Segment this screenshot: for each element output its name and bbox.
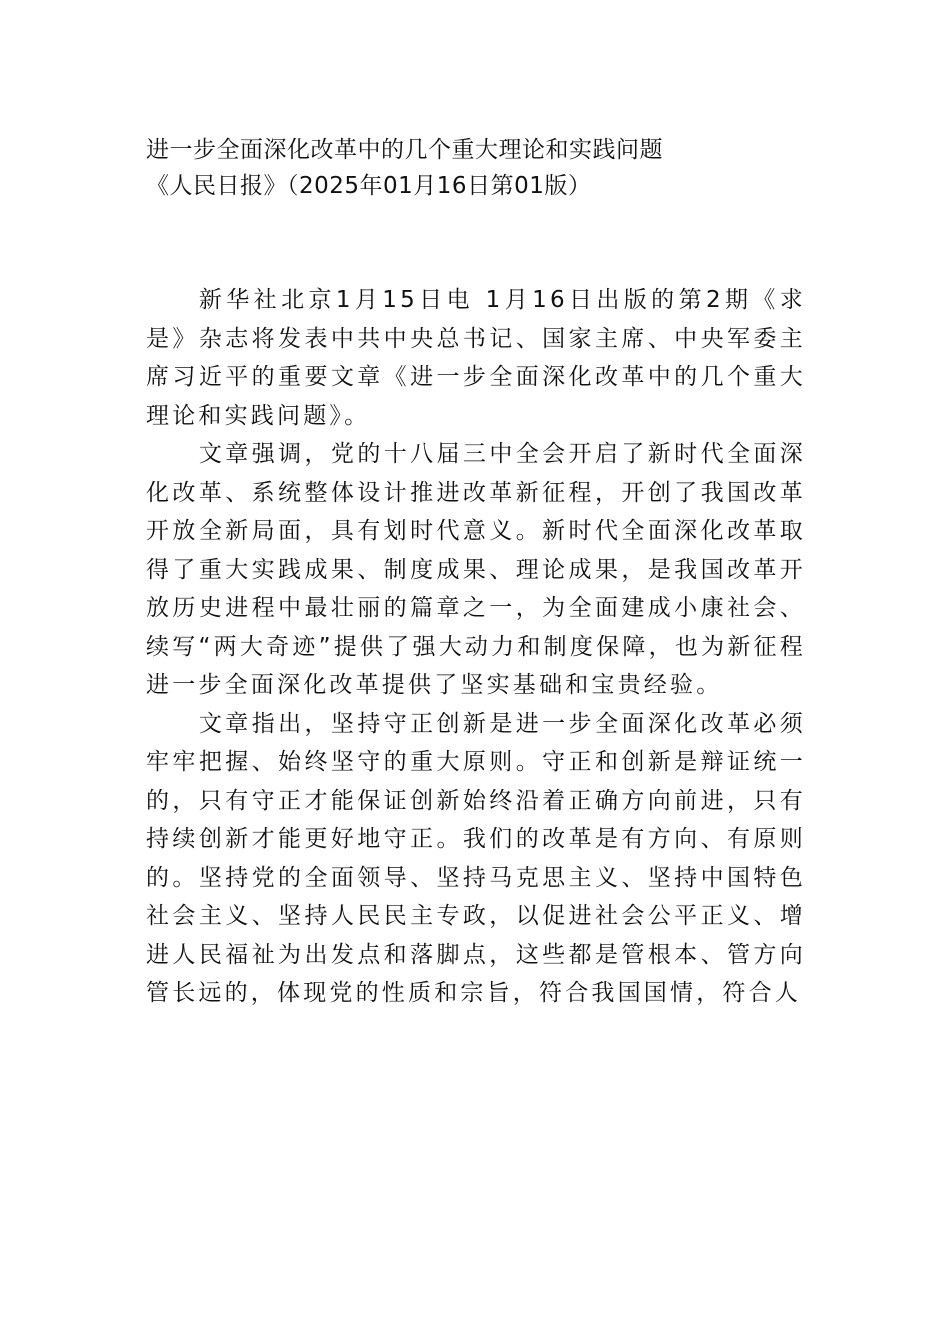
document-header — [146, 132, 806, 204]
paragraph-2: 文章强调，党的十八届三中全会开启了新时代全面深化改革、系统整体设计推进改革新征程，开创了我国改革开放全新局面，具有划时代意义。新时代全面深化改革取得了重大实践成果、制度成果、理论成果，是我国改革开放历史进程中最壮丽的篇章之一，为全面建成小康社会、续写“两大奇迹”提供了强大动力和制度保障，也为新征程进一步全面深化改革提供了坚实基础和宝贵经验。 — [146, 441, 806, 698]
paragraph-1: 新华社北京1月15日电 1月16日出版的第2期《求是》杂志将发表中共中央总书记、国家主席、中央军委主席习近平的重要文章《进一步全面深化改革中的几个重大理论和实践问题》。 — [146, 287, 806, 429]
paragraph-3: 文章指出，坚持守正创新是进一步全面深化改革必须牢牢把握、始终坚守的重大原则。守正和创新是辩证统一的，只有守正才能保证创新始终沿着正确方向前进，只有持续创新才能更好地守正。我们的改革是有方向、有原则的。坚持党的全面领导、坚持马克思主义、坚持中国特色社会主义、坚持人民民主专政，以促进社会公平正义、增进人民福祉为出发点和落脚点，这些都是管根本、管方向管长远的，体现党的性质和宗旨，符合我国国情，符合人 — [146, 710, 806, 1006]
article-body — [146, 281, 806, 1013]
article-source: 《人民日报》（2025年01月16日第01版） — [146, 173, 592, 199]
article-title: 进一步全面深化改革中的几个重大理论和实践问题 — [146, 137, 663, 163]
